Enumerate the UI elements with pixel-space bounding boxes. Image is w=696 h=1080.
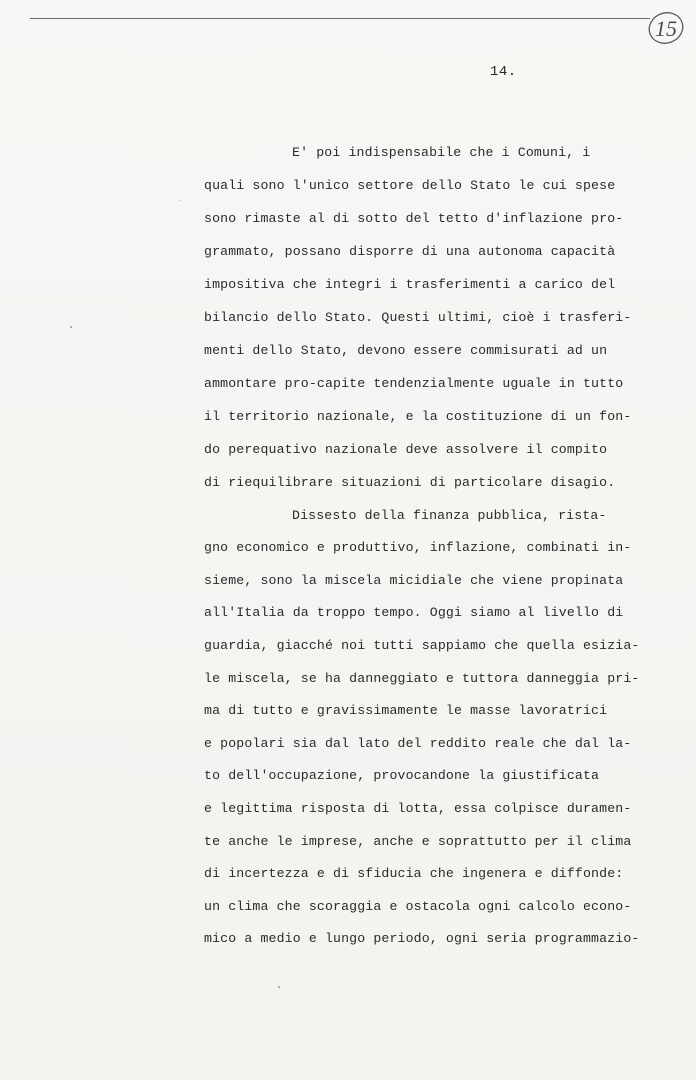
paragraph-line: ma di tutto e gravissimamente le masse lavoratrici: [204, 703, 608, 718]
paragraph-line: E' poi indispensabile che i Comuni, i: [292, 145, 591, 160]
paragraph-line: Dissesto della finanza pubblica, rista-: [292, 508, 607, 523]
paragraph-line: to dell'occupazione, provocandone la giustificata: [204, 768, 600, 783]
paragraph-line: di riequilibrare situazioni di particolare disagio.: [204, 475, 616, 490]
paper-speck: [278, 986, 280, 988]
paragraph-line: te anche le imprese, anche e soprattutto per il clima: [204, 834, 632, 849]
page-number: 14.: [490, 64, 517, 80]
paragraph-line: e popolari sia dal lato del reddito reale che dal la-: [204, 736, 632, 751]
paragraph-line: di incertezza e di sfiducia che ingenera e diffonde:: [204, 866, 624, 881]
paragraph-line: do perequativo nazionale deve assolvere il compito: [204, 442, 608, 457]
paragraph-line: un clima che scoraggia e ostacola ogni calcolo econo-: [204, 899, 632, 914]
paragraph-line: e legittima risposta di lotta, essa colpisce duramen-: [204, 801, 632, 816]
stamp-number: 15: [655, 16, 677, 41]
paragraph-line: impositiva che integri i trasferimenti a carico del: [204, 277, 616, 292]
paragraph-line: sieme, sono la miscela micidiale che viene propinata: [204, 573, 624, 588]
page-stamp: [646, 8, 686, 48]
paper-speck: [70, 326, 72, 328]
paragraph-line: le miscela, se ha danneggiato e tuttora danneggia pri-: [204, 671, 640, 686]
paragraph-line: il territorio nazionale, e la costituzione di un fon-: [204, 409, 632, 424]
paragraph-line: grammato, possano disporre di una autonoma capacità: [204, 244, 616, 259]
paragraph-line: quali sono l'unico settore dello Stato le cui spese: [204, 178, 616, 193]
paragraph-line: all'Italia da troppo tempo. Oggi siamo al livello di: [204, 605, 624, 620]
paper-speck: [180, 200, 181, 201]
top-rule: [30, 18, 650, 19]
paragraph-line: gno economico e produttivo, inflazione, combinati in-: [204, 540, 632, 555]
paragraph-line: mico a medio e lungo periodo, ogni seria programmazio-: [204, 931, 640, 946]
paragraph-line: guardia, giacché noi tutti sappiamo che quella esizia-: [204, 638, 640, 653]
paragraph-line: menti dello Stato, devono essere commisurati ad un: [204, 343, 608, 358]
paragraph-line: ammontare pro-capite tendenzialmente uguale in tutto: [204, 376, 624, 391]
paragraph-line: sono rimaste al di sotto del tetto d'inflazione pro-: [204, 211, 624, 226]
paragraph-line: bilancio dello Stato. Questi ultimi, cioè i trasferi-: [204, 310, 632, 325]
